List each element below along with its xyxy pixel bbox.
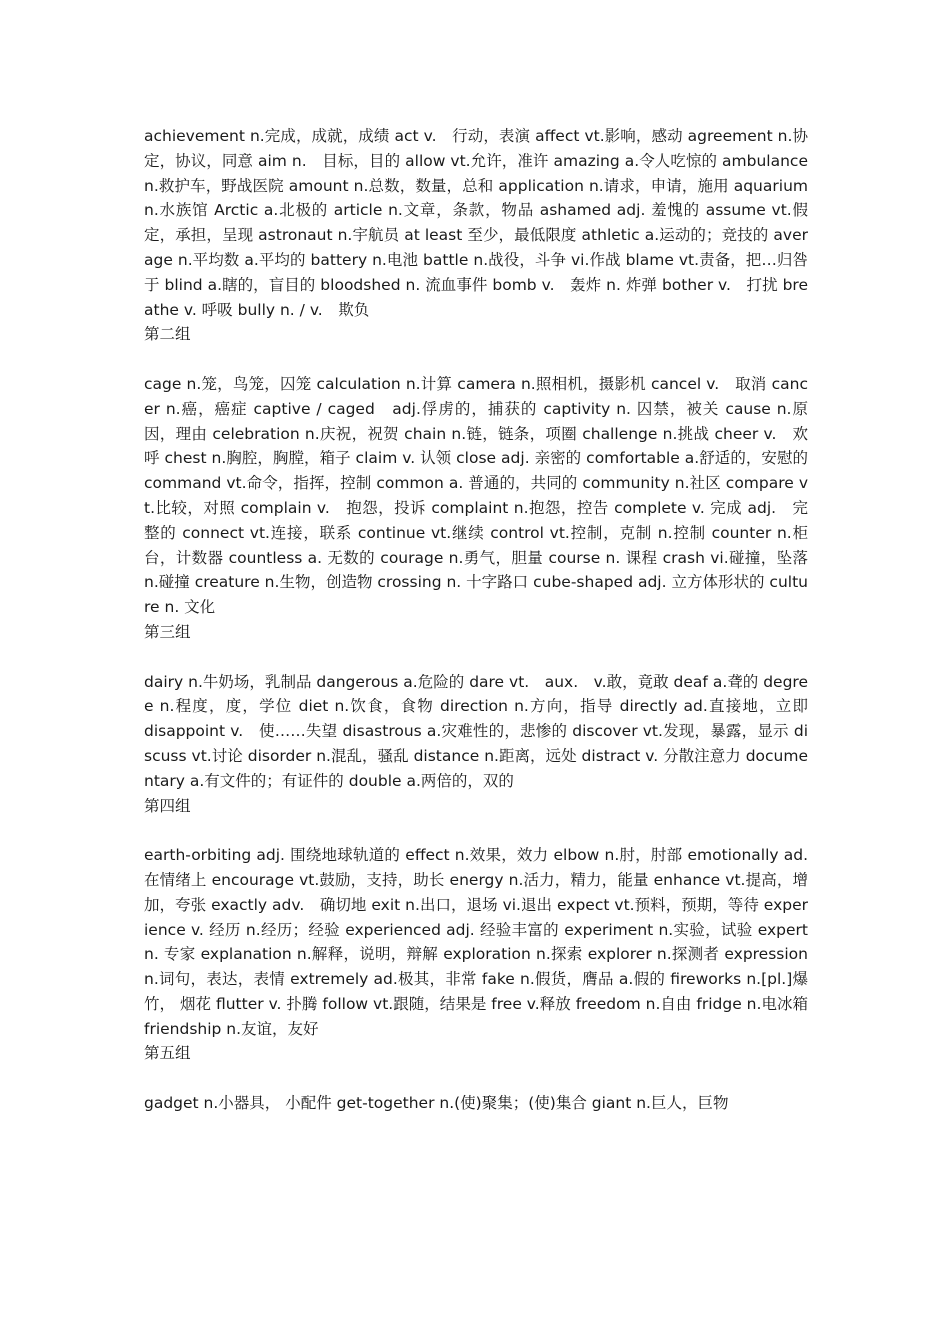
vocab-paragraph-group-1: achievement n.完成，成就，成绩 act v. 行动，表演 affect vt.影响，感动 agreement n.协定，协议，同意 aim n. 目标，目的 allow vt.允许，准许 amazing a.令人吃惊的 ambulance n.救护车，野战医院 amount n.总数，数量，总和 application n.请求，申请，施用 aquarium n.水族馆 Arctic a.北极的 article n.文章，条款，物品 ashamed adj. 羞愧的 assume vt.假定，承担，呈现 astronaut n.宇航员 at least 至少，最低限度 athletic a.运动的；竞技的 average n.平均数 a.平均的 battery n.电池 battle n.战役，斗争 vi.作战 blame vt.责备，把…归咎于 blind a.瞎的，盲目的 bloodshed n. 流血事件 bomb v. 轰炸 n. 炸弹 bother v. 打扰 breathe v. 呼吸 bully n. / v. 欺负 (144, 127, 813, 319)
paragraph-spacer (144, 645, 808, 670)
group-heading-3: 第三组 (144, 622, 191, 641)
group-heading-5: 第五组 (144, 1044, 191, 1063)
vocab-paragraph-group-2: cage n.笼，鸟笼，囚笼 calculation n.计算 camera n.照相机，摄影机 cancel v. 取消 cancer n.癌，癌症 captive / caged adj.俘虏的，捕获的 captivity n. 囚禁，被关 cause n.原因，理由 celebration n.庆祝，祝贺 chain n.链，链条，项圈 challenge n.挑战 cheer v. 欢呼 chest n.胸腔，胸膛，箱子 claim v. 认领 close adj. 亲密的 comfortable a.舒适的，安慰的 command vt.命令，指挥，控制 common a. 普通的，共同的 community n.社区 compare vt.比较，对照 complain v. 抱怨，投诉 complaint n.抱怨，控告 complete v. 完成 adj. 完整的 connect vt.连接，联系 continue vt.继续 control vt.控制，克制 n.控制 counter n.柜台，计数器 countless a. 无数的 courage n.勇气，胆量 course n. 课程 crash vi.碰撞，坠落 n.碰撞 creature n.生物，创造物 crossing n. 十字路口 cube-shaped adj. 立方体形状的 culture n. 文化 (144, 374, 813, 617)
paragraph-spacer (144, 1066, 808, 1091)
group-heading-2: 第二组 (144, 325, 191, 344)
group-heading-4: 第四组 (144, 796, 191, 815)
paragraph-spacer (144, 818, 808, 843)
vocab-paragraph-group-4: earth-orbiting adj. 围绕地球轨道的 effect n.效果，效力 elbow n.肘，肘部 emotionally ad. 在情绪上 encourage vt.鼓励，支持，助长 energy n.活力，精力，能量 enhance vt.提高，增加，夸张 exactly adv. 确切地 exit n.出口，退场 vi.退出 expect vt.预料，预期，等待 experience v. 经历 n.经历；经验 experienced adj. 经验丰富的 experiment n.实验，试验 expert n. 专家 explanation n.解释，说明，辩解 exploration n.探索 explorer n.探测者 expression n.词句，表达，表情 extremely ad.极其，非常 fake n.假货，膺品 a.假的 fireworks n.[pl.]爆竹， 烟花 flutter v. 扑腾 follow vt.跟随，结果是 free v.释放 freedom n.自由 fridge n.电冰箱 friendship n.友谊，友好 (144, 846, 813, 1038)
paragraph-spacer (144, 347, 808, 372)
vocab-paragraph-group-5: gadget n.小器具， 小配件 get-together n.(使)聚集；(使)集合 giant n.巨人，巨物 (144, 1094, 729, 1113)
document-page (144, 124, 840, 1116)
vocab-paragraph-group-3: dairy n.牛奶场，乳制品 dangerous a.危险的 dare vt. aux. v.敢，竟敢 deaf a.聋的 degree n.程度，度，学位 diet n.饮食，食物 direction n.方向，指导 directly ad.直接地，立即 disappoint v. 使……失望 disastrous a.灾难性的，悲惨的 discover vt.发现，暴露，显示 discuss vt.讨论 disorder n.混乱，骚乱 distance n.距离，远处 distract v. 分散注意力 documentary a.有文件的；有证件的 double a.两倍的，双的 (144, 672, 840, 790)
